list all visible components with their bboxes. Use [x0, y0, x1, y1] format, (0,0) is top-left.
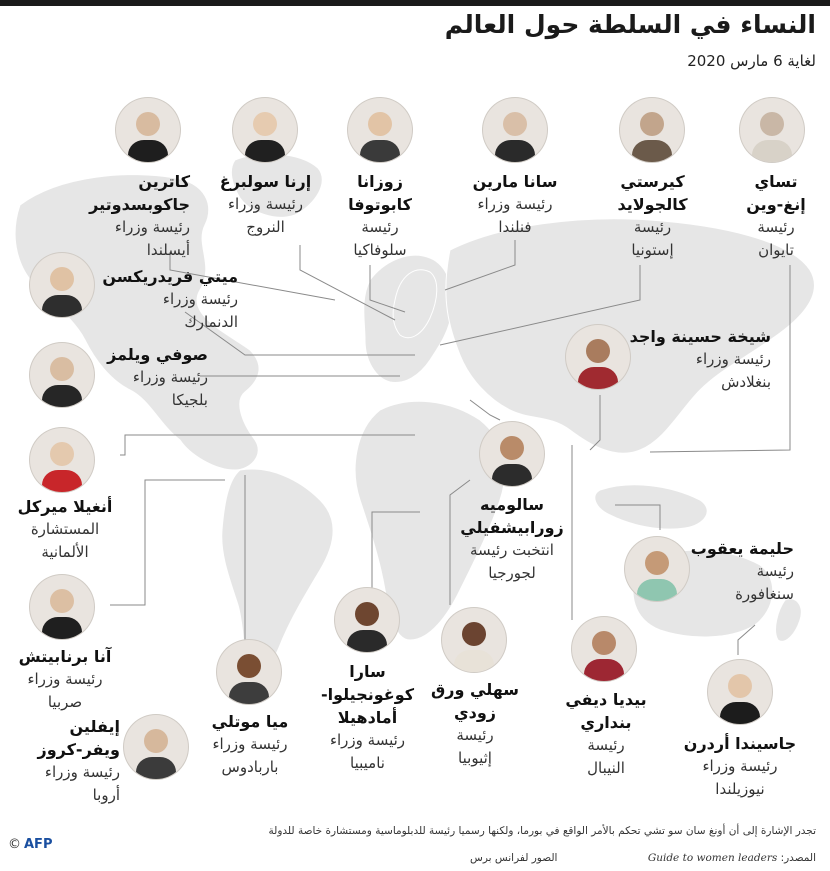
leader-role-line: النروج — [246, 218, 285, 236]
person-silhouette-icon — [442, 608, 506, 672]
person-silhouette-icon — [30, 343, 94, 407]
leader-name-line: آنا برنابيتش — [18, 647, 112, 666]
portrait-bhandari — [572, 617, 636, 681]
leader-name-line: سانا مارين — [472, 172, 558, 191]
leader-role-line: أيسلندا — [146, 241, 190, 259]
leader-role-line: الألمانية — [41, 543, 89, 561]
leader-name-line: سهلي ورق — [430, 680, 520, 699]
leader-name-line: تساي — [754, 172, 798, 191]
leader-role-line: إثيوبيا — [458, 749, 492, 767]
person-silhouette-icon — [620, 98, 684, 162]
portrait-marin — [483, 98, 547, 162]
leader-card-zewde — [425, 678, 525, 770]
leader-name-line: سالوميه — [480, 495, 544, 514]
portrait-tsai — [740, 98, 804, 162]
portrait-yacob — [625, 537, 689, 601]
portrait-merkel — [30, 428, 94, 492]
copyright-icon: © — [8, 837, 21, 852]
leader-role-line: بنغلادش — [721, 373, 771, 391]
leader-card-kaljulaid — [605, 170, 700, 262]
leader-role-line: انتخبت رئيسة — [470, 541, 554, 559]
leader-card-ardern — [680, 732, 800, 801]
leader-card-solberg — [213, 170, 318, 239]
leader-name-line: كيرستي — [620, 172, 685, 191]
leader-role-line: صربيا — [47, 693, 83, 711]
leader-card-merkel — [10, 495, 120, 564]
leader-role-line: رئيسة — [757, 218, 795, 236]
portrait-kaljulaid — [620, 98, 684, 162]
leader-name-line: سارا — [349, 662, 386, 681]
leader-card-wilmes — [98, 343, 208, 412]
leader-role-line: المستشارة — [30, 520, 100, 538]
person-silhouette-icon — [233, 98, 297, 162]
portrait-jakobsdottir — [116, 98, 180, 162]
leader-name-line: حليمة يعقوب — [690, 539, 794, 558]
leader-card-brnabic — [10, 645, 120, 714]
leader-name-line: زودي — [453, 703, 497, 722]
leader-name-line: بيديا ديفي — [565, 690, 647, 709]
leader-card-veffer — [20, 715, 120, 807]
person-silhouette-icon — [566, 325, 630, 389]
person-silhouette-icon — [625, 537, 689, 601]
person-silhouette-icon — [708, 660, 772, 724]
leader-name-line: أنغيلا ميركل — [17, 497, 113, 516]
portrait-mottley — [217, 640, 281, 704]
leader-role-line: تايوان — [758, 241, 794, 259]
portrait-frederiksen — [30, 253, 94, 317]
leader-card-marin — [465, 170, 565, 239]
leader-role-line: الدنمارك — [184, 313, 238, 331]
leader-name-line: جاسيندا أردرن — [683, 734, 797, 753]
leader-name-line: ويفر-كروز — [37, 740, 120, 759]
footnote: تجدر الإشارة إلى أن أونغ سان سو تشي تحكم بالأمر الواقع في بورما، ولكنها رسميا رئيسة للدبلوماسية ومستشارة خاصة للدولة — [268, 825, 816, 837]
leader-role-line: سنغافورة — [735, 585, 794, 603]
portrait-hasina — [566, 325, 630, 389]
leader-role-line: رئيسة وزراء — [114, 218, 190, 236]
leader-role-line: رئيسة وزراء — [132, 368, 208, 386]
leader-name-line: صوفي ويلمز — [107, 345, 208, 364]
portrait-ardern — [708, 660, 772, 724]
portrait-caputova — [348, 98, 412, 162]
leader-role-line: ناميبيا — [350, 754, 385, 772]
leader-line-brnabic — [110, 480, 225, 605]
leader-name-line: إرنا سولبرغ — [219, 172, 312, 191]
afp-logo-text: AFP — [24, 837, 53, 852]
leader-name-line: كالجولايد — [617, 195, 688, 214]
leader-card-yacob — [690, 537, 794, 606]
photo-credit: الصور لفرانس برس — [470, 852, 558, 864]
leader-name-line: إيفلين — [69, 717, 120, 736]
person-silhouette-icon — [124, 715, 188, 779]
leader-role-line: رئيسة — [756, 562, 794, 580]
leader-role-line: رئيسة وزراء — [212, 735, 288, 753]
leader-role-line: رئيسة — [456, 726, 494, 744]
leader-name-line: كوغونجيلوا- — [320, 685, 415, 704]
map-se-asia — [595, 485, 707, 529]
leader-role-line: رئيسة وزراء — [162, 290, 238, 308]
leader-role-line: رئيسة وزراء — [695, 350, 771, 368]
leader-name-line: زورابيشفيلي — [460, 518, 564, 537]
leader-role-line: رئيسة وزراء — [44, 763, 120, 781]
leader-role-line: سلوفاكيا — [353, 241, 407, 259]
leader-name-line: كاترين — [138, 172, 190, 191]
portrait-wilmes — [30, 343, 94, 407]
leader-card-jakobsdottir — [80, 170, 190, 262]
leader-card-mottley — [195, 710, 305, 779]
person-silhouette-icon — [483, 98, 547, 162]
leader-name-line: إنغ-وين — [746, 195, 806, 214]
portrait-kuugongelwa — [335, 588, 399, 652]
portrait-veffer — [124, 715, 188, 779]
leader-role-line: بلجيكا — [171, 391, 208, 409]
leader-name-line: ميا موتلي — [211, 712, 289, 731]
leader-role-line: رئيسة وزراء — [27, 670, 103, 688]
leader-role-line: رئيسة — [361, 218, 399, 236]
leader-role-line: باربادوس — [221, 758, 279, 776]
leader-card-hasina — [629, 325, 771, 394]
source-name: Guide to women leaders — [647, 852, 778, 864]
leader-name-line: زوزانا — [357, 172, 403, 191]
leader-card-zourabichvili — [450, 493, 574, 585]
source-line — [648, 852, 816, 864]
leader-card-tsai — [736, 170, 816, 262]
person-silhouette-icon — [572, 617, 636, 681]
leader-role-line: إستونيا — [631, 241, 674, 259]
page-title: النساء في السلطة حول العالم — [444, 10, 816, 39]
leader-role-line: النيبال — [587, 759, 625, 777]
person-silhouette-icon — [30, 253, 94, 317]
person-silhouette-icon — [740, 98, 804, 162]
person-silhouette-icon — [217, 640, 281, 704]
person-silhouette-icon — [348, 98, 412, 162]
leader-name-line: أمادهيلا — [337, 708, 398, 727]
leader-card-bhandari — [556, 688, 656, 780]
person-silhouette-icon — [116, 98, 180, 162]
portrait-zourabichvili — [480, 422, 544, 486]
leader-role-line: رئيسة وزراء — [702, 757, 778, 775]
person-silhouette-icon — [30, 428, 94, 492]
source-label: المصدر: — [780, 852, 816, 864]
leader-card-kuugongelwa — [310, 660, 425, 775]
leader-role-line: رئيسة وزراء — [227, 195, 304, 213]
leader-card-frederiksen — [98, 265, 238, 334]
leader-role-line: رئيسة — [587, 736, 625, 754]
portrait-solberg — [233, 98, 297, 162]
leader-name-line: كابوتوفا — [348, 195, 412, 214]
portrait-brnabic — [30, 575, 94, 639]
leader-name-line: جاكوبسدوتير — [89, 195, 190, 214]
leader-role-line: أروبا — [92, 786, 120, 804]
leader-name-line: بنداري — [580, 713, 632, 732]
leader-card-caputova — [330, 170, 430, 262]
person-silhouette-icon — [480, 422, 544, 486]
leader-name-line: شيخة حسينة واجد — [629, 327, 771, 346]
leader-role-line: رئيسة وزراء — [477, 195, 553, 213]
portrait-zewde — [442, 608, 506, 672]
leader-role-line: رئيسة — [633, 218, 672, 236]
leader-role-line: نيوزيلندا — [715, 780, 765, 798]
leader-role-line: لجورجيا — [488, 564, 536, 582]
person-silhouette-icon — [335, 588, 399, 652]
person-silhouette-icon — [30, 575, 94, 639]
leader-name-line: ميتي فريدريكسن — [102, 267, 238, 286]
leader-role-line: رئيسة وزراء — [329, 731, 406, 749]
page-subtitle: لغاية 6 مارس 2020 — [687, 52, 816, 70]
leader-role-line: فنلندا — [498, 218, 532, 236]
afp-logo — [8, 837, 52, 852]
